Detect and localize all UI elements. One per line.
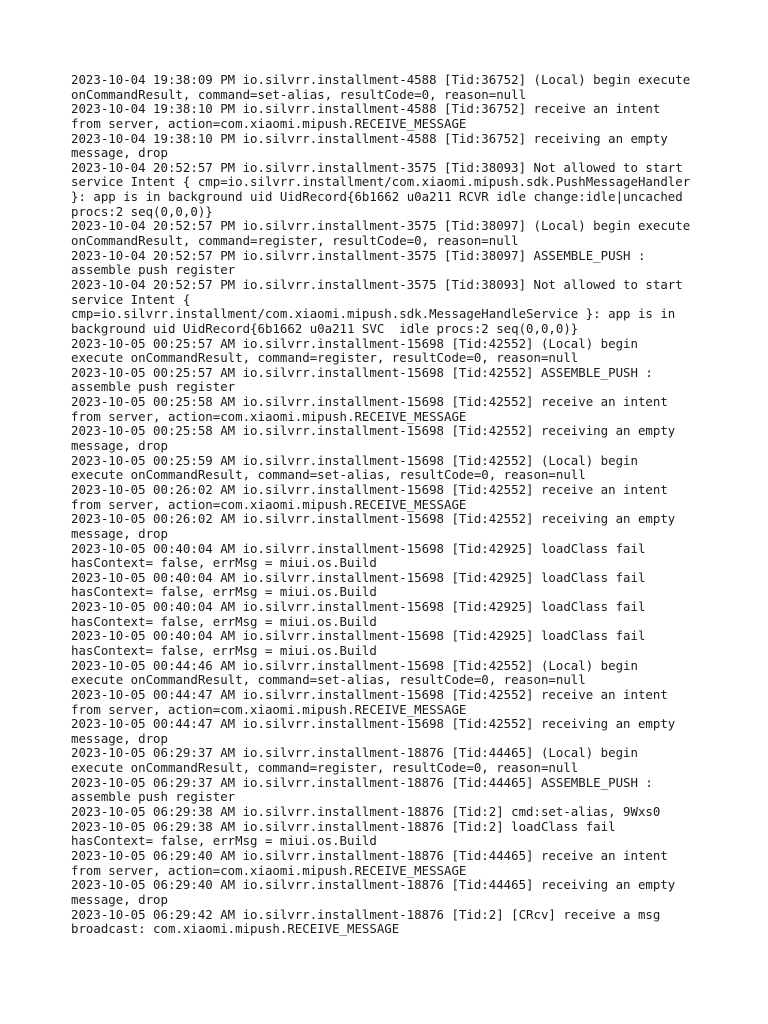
log-line: 2023-10-05 06:29:40 AM io.silvrr.installment-18876 [Tid:44465] receiving an empty xyxy=(71,877,676,893)
log-line: 2023-10-05 00:44:47 AM io.silvrr.installment-15698 [Tid:42552] receive an intent xyxy=(71,686,668,702)
log-line: hasContext= false, errMsg = miui.os.Build xyxy=(71,642,377,658)
log-line: background uid UidRecord{6b1662 u0a211 SVC idle procs:2 seq(0,0,0)} xyxy=(71,320,579,336)
log-line: 2023-10-05 00:25:59 AM io.silvrr.installment-15698 [Tid:42552] (Local) begin xyxy=(71,452,638,468)
log-line: 2023-10-04 19:38:10 PM io.silvrr.installment-4588 [Tid:36752] receive an intent xyxy=(71,101,661,117)
log-line: message, drop xyxy=(71,525,168,541)
log-line: 2023-10-04 20:52:57 PM io.silvrr.installment-3575 [Tid:38097] ASSEMBLE_PUSH : xyxy=(71,247,646,263)
log-line: assemble push register xyxy=(71,262,236,278)
log-text-block xyxy=(71,73,711,937)
log-line: 2023-10-05 00:25:58 AM io.silvrr.installment-15698 [Tid:42552] receive an intent xyxy=(71,394,668,410)
log-line: 2023-10-05 00:26:02 AM io.silvrr.installment-15698 [Tid:42552] receiving an empty xyxy=(71,511,676,527)
log-line: from server, action=com.xiaomi.mipush.RECEIVE_MESSAGE xyxy=(71,408,467,424)
log-line: 2023-10-04 19:38:09 PM io.silvrr.installment-4588 [Tid:36752] (Local) begin execute xyxy=(71,72,691,87)
log-line: message, drop xyxy=(71,730,168,746)
log-line: message, drop xyxy=(71,145,168,161)
log-line: onCommandResult, command=set-alias, resultCode=0, reason=null xyxy=(71,86,527,102)
log-line: 2023-10-05 00:40:04 AM io.silvrr.installment-15698 [Tid:42925] loadClass fail xyxy=(71,569,646,585)
log-line: onCommandResult, command=register, resultCode=0, reason=null xyxy=(71,233,519,249)
log-line: from server, action=com.xiaomi.mipush.RECEIVE_MESSAGE xyxy=(71,496,467,512)
log-line: 2023-10-04 20:52:57 PM io.silvrr.installment-3575 [Tid:38093] Not allowed to start xyxy=(71,276,683,292)
log-line: 2023-10-05 00:40:04 AM io.silvrr.installment-15698 [Tid:42925] loadClass fail xyxy=(71,628,646,644)
log-line: 2023-10-05 00:25:57 AM io.silvrr.installment-15698 [Tid:42552] ASSEMBLE_PUSH : xyxy=(71,364,653,380)
log-line: execute onCommandResult, command=set-alias, resultCode=0, reason=null xyxy=(71,467,586,483)
log-line: 2023-10-05 00:25:58 AM io.silvrr.installment-15698 [Tid:42552] receiving an empty xyxy=(71,423,676,439)
log-line: 2023-10-05 06:29:40 AM io.silvrr.installment-18876 [Tid:44465] receive an intent xyxy=(71,847,668,863)
log-line: execute onCommandResult, command=register, resultCode=0, reason=null xyxy=(71,350,579,366)
log-line: execute onCommandResult, command=register, resultCode=0, reason=null xyxy=(71,760,579,776)
log-line: broadcast: com.xiaomi.mipush.RECEIVE_MESSAGE xyxy=(71,921,400,937)
log-line: cmp=io.silvrr.installment/com.xiaomi.mipush.sdk.MessageHandleService }: app is in xyxy=(71,306,676,322)
log-line: 2023-10-05 06:29:37 AM io.silvrr.installment-18876 [Tid:44465] ASSEMBLE_PUSH : xyxy=(71,774,653,790)
log-line: 2023-10-05 00:26:02 AM io.silvrr.installment-15698 [Tid:42552] receive an intent xyxy=(71,481,668,497)
log-line: hasContext= false, errMsg = miui.os.Build xyxy=(71,613,377,629)
log-line: hasContext= false, errMsg = miui.os.Build xyxy=(71,555,377,571)
log-line: service Intent { xyxy=(71,291,191,307)
log-line: 2023-10-05 00:40:04 AM io.silvrr.installment-15698 [Tid:42925] loadClass fail xyxy=(71,540,646,556)
log-line: hasContext= false, errMsg = miui.os.Build xyxy=(71,584,377,600)
log-line: 2023-10-05 00:44:46 AM io.silvrr.installment-15698 [Tid:42552] (Local) begin xyxy=(71,657,638,673)
log-line: from server, action=com.xiaomi.mipush.RECEIVE_MESSAGE xyxy=(71,115,467,131)
log-line: message, drop xyxy=(71,438,168,454)
log-line: 2023-10-04 20:52:57 PM io.silvrr.installment-3575 [Tid:38097] (Local) begin execute xyxy=(71,218,691,234)
log-line: 2023-10-04 19:38:10 PM io.silvrr.installment-4588 [Tid:36752] receiving an empty xyxy=(71,130,668,146)
log-line: assemble push register xyxy=(71,789,236,805)
log-line: service Intent { cmp=io.silvrr.installment/com.xiaomi.mipush.sdk.PushMessageHandler xyxy=(71,174,691,190)
log-line: 2023-10-05 06:29:42 AM io.silvrr.installment-18876 [Tid:2] [CRcv] receive a msg xyxy=(71,906,661,922)
log-line: 2023-10-05 06:29:37 AM io.silvrr.installment-18876 [Tid:44465] (Local) begin xyxy=(71,745,638,761)
log-line: 2023-10-05 00:44:47 AM io.silvrr.installment-15698 [Tid:42552] receiving an empty xyxy=(71,716,676,732)
log-line: 2023-10-05 06:29:38 AM io.silvrr.installment-18876 [Tid:2] loadClass fail xyxy=(71,818,616,834)
log-line: 2023-10-05 06:29:38 AM io.silvrr.installment-18876 [Tid:2] cmd:set-alias, 9Wxs0 xyxy=(71,804,661,820)
log-line: execute onCommandResult, command=set-alias, resultCode=0, reason=null xyxy=(71,672,586,688)
log-line: from server, action=com.xiaomi.mipush.RECEIVE_MESSAGE xyxy=(71,862,467,878)
log-line: 2023-10-05 00:25:57 AM io.silvrr.installment-15698 [Tid:42552] (Local) begin xyxy=(71,335,638,351)
log-line: }: app is in background uid UidRecord{6b1662 u0a211 RCVR idle change:idle|uncached xyxy=(71,189,683,205)
log-line: assemble push register xyxy=(71,379,236,395)
log-line: procs:2 seq(0,0,0)} xyxy=(71,203,213,219)
log-line: hasContext= false, errMsg = miui.os.Build xyxy=(71,833,377,849)
log-line: 2023-10-04 20:52:57 PM io.silvrr.installment-3575 [Tid:38093] Not allowed to start xyxy=(71,159,683,175)
log-line: message, drop xyxy=(71,891,168,907)
log-line: from server, action=com.xiaomi.mipush.RECEIVE_MESSAGE xyxy=(71,701,467,717)
log-line: 2023-10-05 00:40:04 AM io.silvrr.installment-15698 [Tid:42925] loadClass fail xyxy=(71,599,646,615)
